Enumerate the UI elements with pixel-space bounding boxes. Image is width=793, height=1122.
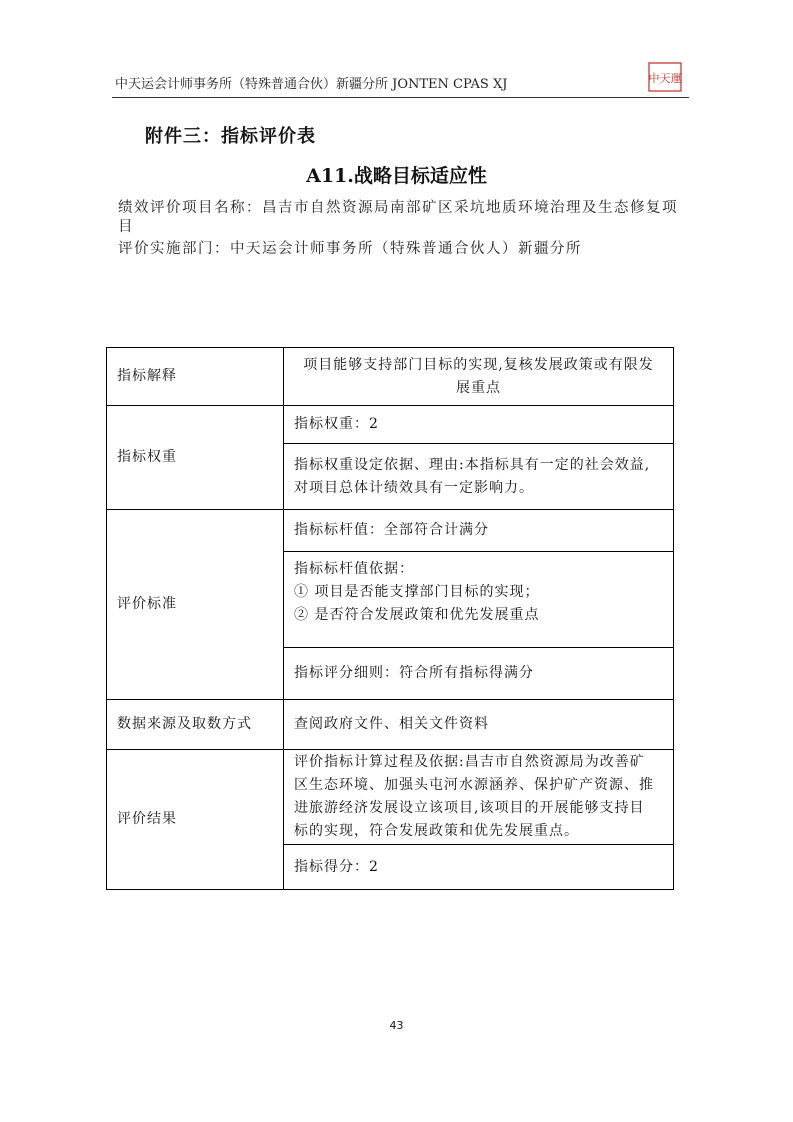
value-scoring-rule: 指标评分细则：符合所有指标得满分 xyxy=(284,648,674,700)
explanation-line: 项目能够支持部门目标的实现,复核发展政策或有限发 xyxy=(303,356,654,373)
department-line: 评价实施部门：中天运会计师事务所（特殊普通合伙人）新疆分所 xyxy=(118,241,582,257)
result-process-line: 评价指标计算过程及依据:昌吉市自然资源局为改善矿 xyxy=(294,754,645,770)
header-rule xyxy=(112,97,689,98)
row-weight xyxy=(107,406,674,444)
row-result-process xyxy=(107,750,674,845)
project-name-line: 绩效评价项目名称：昌吉市自然资源局南部矿区采坑地质环境治理及生态修复项目 xyxy=(118,200,678,235)
value-result-process xyxy=(284,750,674,845)
page-header xyxy=(115,74,685,96)
logo-text: 中天運 xyxy=(648,72,682,85)
benchmark-basis-title: 指标标杆值依据： xyxy=(294,561,414,577)
result-process-line: 标的实现，符合发展政策和优先发展重点。 xyxy=(294,823,579,839)
firm-logo xyxy=(648,62,682,92)
value-benchmark-basis xyxy=(284,552,674,648)
value-explanation xyxy=(284,348,674,406)
value-result-score: 指标得分：2 xyxy=(284,845,674,890)
header-firm-text: 中天运会计师事务所（特殊普通合伙）新疆分所 JONTEN CPAS XJ xyxy=(115,77,508,92)
benchmark-basis-item: ① 项目是否能支撑部门目标的实现； xyxy=(294,584,540,600)
value-weight-basis xyxy=(284,444,674,510)
result-process-line: 区生态环境、加强头屯河水源涵养、保护矿产资源、推 xyxy=(294,777,654,793)
weight-basis-line: 指标权重设定依据、理由:本指标具有一定的社会效益, xyxy=(294,456,651,473)
label-standard: 评价标准 xyxy=(107,510,284,700)
value-benchmark: 指标标杆值：全部符合计满分 xyxy=(284,510,674,552)
label-result: 评价结果 xyxy=(107,750,284,890)
value-data-source: 查阅政府文件、相关文件资料 xyxy=(284,700,674,750)
benchmark-basis-item: ② 是否符合发展政策和优先发展重点 xyxy=(294,607,540,623)
result-process-line: 进旅游经济发展设立该项目,该项目的开展能够支持目 xyxy=(294,800,645,816)
row-benchmark xyxy=(107,510,674,552)
evaluation-table xyxy=(106,347,674,890)
appendix-title: 附件三：指标评价表 xyxy=(145,126,316,147)
weight-basis-line: 对项目总体计绩效具有一定影响力。 xyxy=(294,479,534,496)
row-explanation xyxy=(107,348,674,406)
value-weight: 指标权重：2 xyxy=(284,406,674,444)
label-weight: 指标权重 xyxy=(107,406,284,510)
explanation-line: 展重点 xyxy=(456,379,501,396)
label-data-source: 数据来源及取数方式 xyxy=(107,700,284,750)
row-data-source xyxy=(107,700,674,750)
label-explanation: 指标解释 xyxy=(107,348,284,406)
page-number: 43 xyxy=(389,1019,404,1032)
page-title: A11.战略目标适应性 xyxy=(306,165,487,187)
